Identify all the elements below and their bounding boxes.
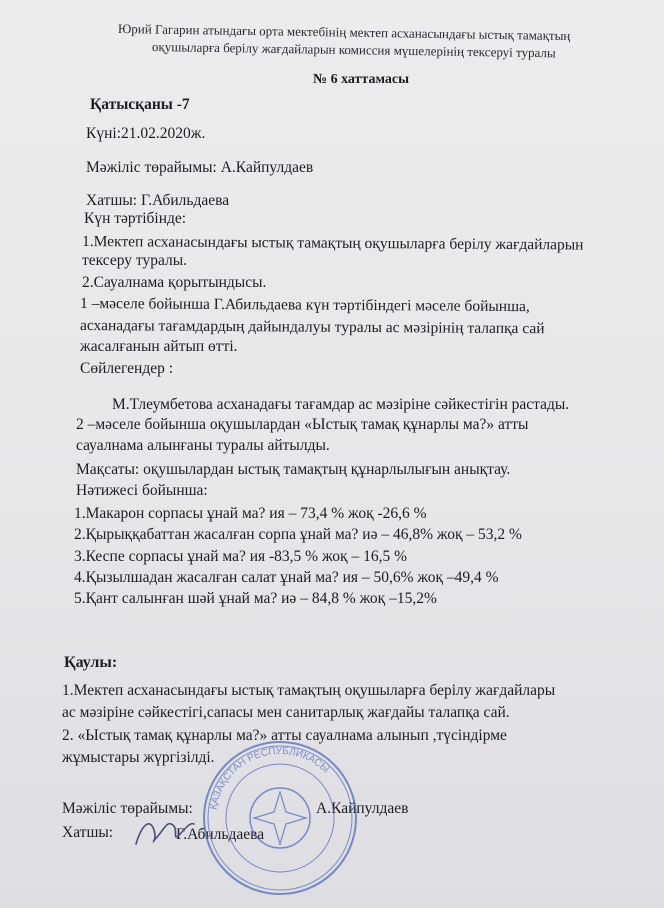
- purpose-line: Мақсаты: оқушылардан ыстық тамақтың құнарлылығын анықтау.: [76, 461, 511, 478]
- agenda-line-1: 1.Мектеп асханасындағы ыстық тамақтың оқушыларға берілу жағдайларын: [81, 233, 584, 254]
- decision-line-4: жұмыстары жүргізілді.: [62, 749, 215, 766]
- meeting-date: Күні:21.02.2020ж.: [86, 125, 206, 142]
- discussion-line-2: асханадағы тағамдардың дайындалуы туралы ас мәзірінің талапқа сай: [79, 317, 545, 338]
- agenda-line-3: 2.Сауалнама қорытындысы.: [82, 274, 267, 291]
- agenda-label: Күн тәртібінде:: [84, 210, 187, 227]
- speaker-line-2: 2 –мәселе бойынша оқушылардан «Ыстық тамақ құнарлы ма?» атты: [76, 416, 529, 433]
- result-item-2: 2.Қырыққабаттан жасалған сорпа ұнай ма? иә – 46,8% жоқ – 53,2 %: [74, 526, 522, 543]
- result-item-3: 3.Кеспе сорпасы ұнай ма? ия -83,5 % жоқ – 16,5 %: [74, 548, 407, 565]
- signature-secretary-name: Г.Абильдаева: [176, 826, 265, 843]
- result-item-5: 5.Қант салынған шәй ұнай ма? иә – 84,8 % жоқ –15,2%: [74, 590, 437, 607]
- decision-line-3: 2. «Ыстық тамақ құнарлы ма?» атты сауалнама алынып ,түсіндірме: [62, 727, 507, 744]
- secretary-signature: [128, 812, 200, 852]
- header-line-1: Юрий Гагарин атындағы орта мектебінің мектеп асханасындағы ыстық тамақтың: [117, 21, 571, 44]
- secretary-line: Хатшы: Г.Абильдаева: [86, 192, 230, 209]
- decision-label: Қаулы:: [64, 654, 118, 671]
- document-title: № 6 хаттамасы: [313, 72, 410, 87]
- chair-line: Мәжіліс төрайымы: А.Кайпулдаев: [86, 159, 314, 176]
- agenda-line-2: тексеру туралы.: [82, 252, 188, 269]
- official-stamp: [200, 738, 360, 898]
- results-label: Нәтижесі бойынша:: [76, 482, 208, 499]
- header-line-2: оқушыларға берілу жағдайларын комиссия мүшелерінің тексеруі туралы: [151, 39, 556, 61]
- signature-chair-label: Мәжіліс төрайымы:: [62, 800, 193, 817]
- stamp-rings: [204, 742, 356, 894]
- speaker-line-1: М.Тлеумбетова асханадағы тағамдар ас мәзіріне сәйкестігін растады.: [112, 396, 570, 413]
- discussion-line-3: жасалғанын айтып өтті.: [80, 338, 238, 355]
- speakers-label: Сөйлегендер :: [80, 360, 174, 377]
- attendees: Қатысқаны -7: [90, 96, 190, 113]
- speaker-line-3: сауалнама алынғаны туралы айтылды.: [76, 437, 330, 454]
- decision-line-1: 1.Мектеп асханасындағы ыстық тамақтың оқушыларға берілу жағдайлары: [62, 682, 556, 699]
- signature-chair-name: А.Кайпулдаев: [316, 800, 409, 817]
- result-item-1: 1.Макарон сорпасы ұнай ма? ия – 73,4 % жоқ -26,6 %: [74, 505, 427, 522]
- stamp-text: ҚАЗАҚСТАН РЕСПУБЛИКАСЫ: [208, 745, 332, 811]
- discussion-line-1: 1 –мәселе бойынша Г.Абильдаева күн тәртібіндегі мәселе бойынша,: [79, 295, 530, 316]
- decision-line-2: ас мәзіріне сәйкестігі,сапасы мен санитарлық жағдайы талапқа сай.: [62, 704, 510, 721]
- signature-secretary-label: Хатшы:: [62, 824, 114, 841]
- result-item-4: 4.Қызылшадан жасалған салат ұнай ма? ия – 50,6% жоқ –49,4 %: [74, 569, 499, 586]
